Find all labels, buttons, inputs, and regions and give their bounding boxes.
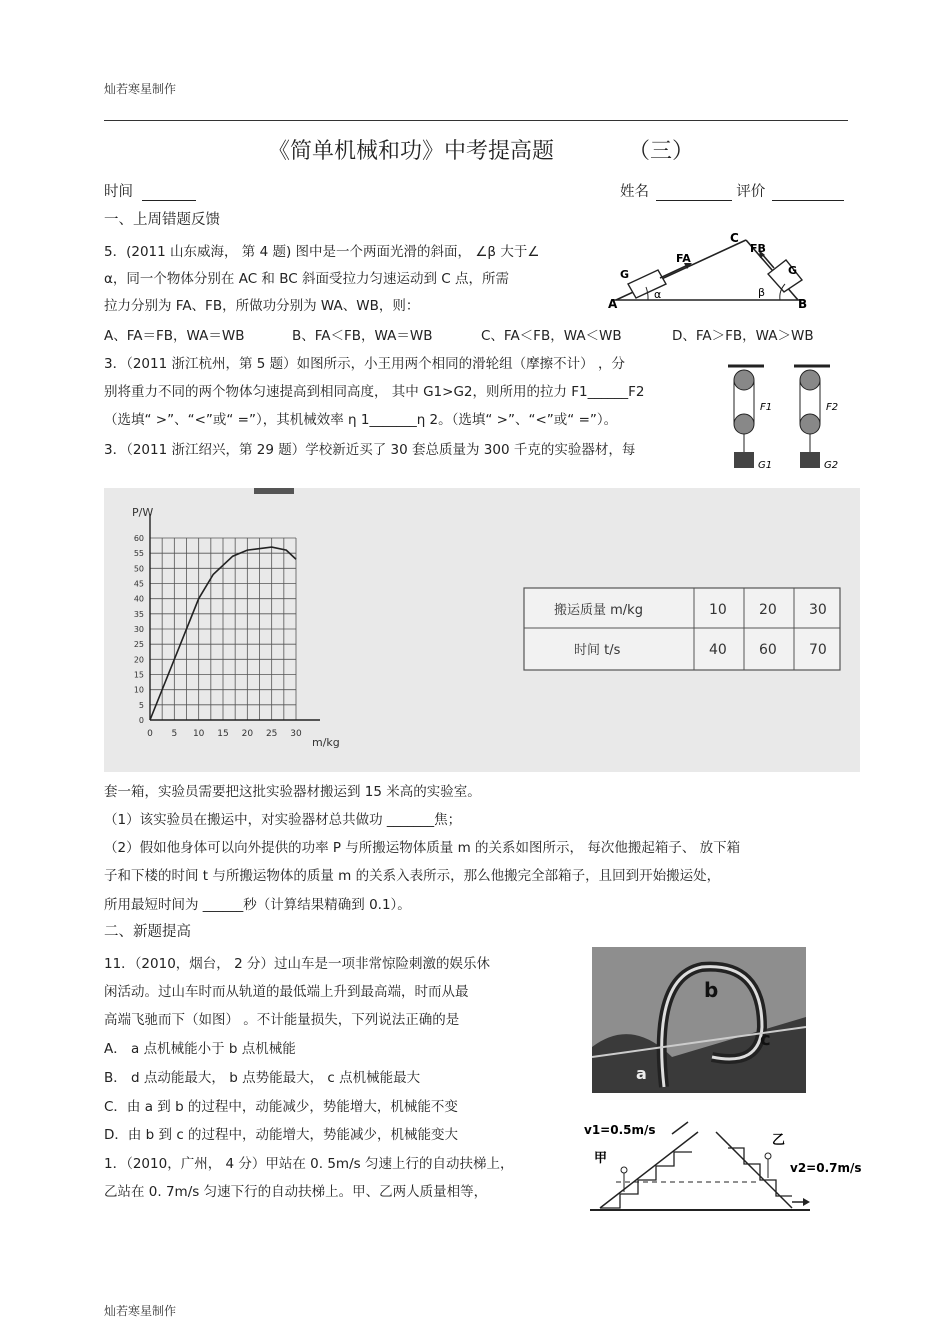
table-cell: 40 [709, 642, 727, 658]
label-v1: v1=0.5m/s [584, 1123, 656, 1137]
page-title: 《简单机械和功》中考提高题 [268, 139, 555, 164]
q3b-sub2a: （2）假如他身体可以向外提供的功率 P 与所搬运物体质量 m 的关系如图所示， 每次他搬起箱子、 放下箱 [104, 840, 741, 856]
chart-ticks [134, 534, 302, 739]
q5-line1: 5．(2011 山东威海， 第 4 题) 图中是一个两面光滑的斜面， ∠β 大于∠ [104, 244, 540, 260]
q5-option-b: B、FA＜FB，WA＝WB [292, 328, 433, 344]
table-row1-label: 搬运质量 m/kg [554, 603, 643, 618]
pulley-movable-2 [800, 414, 820, 434]
x-tick-label: 30 [290, 729, 302, 739]
time-blank[interactable] [142, 186, 196, 201]
header-rule [104, 120, 848, 121]
q11-option-b: B． d 点动能最大， b 点势能最大， c 点机械能最大 [104, 1070, 421, 1086]
q3b-line1: 3．（2011 浙江绍兴，第 29 题）学校新近买了 30 套总质量为 300 千克的实验器材，每 [104, 442, 636, 458]
header-note: 灿若寒星制作 [104, 82, 177, 96]
y-tick-label: 55 [133, 549, 144, 559]
q11-option-c: C．由 a 到 b 的过程中，动能减少，势能增大，机械能不变 [104, 1099, 458, 1115]
chart-xlabel: m/kg [312, 736, 340, 749]
x-tick-label: 25 [265, 729, 278, 739]
y-tick-label: 20 [133, 655, 144, 665]
q1-line1: 1．（2010，广州， 4 分）甲站在 0. 5m/s 匀速上行的自动扶梯上， [104, 1156, 514, 1172]
table-cell: 60 [759, 642, 777, 658]
q5-option-a: A、FA＝FB，WA＝WB [104, 328, 245, 344]
q3a-line2: 别将重力不同的两个物体匀速提高到相同高度， 其中 G1>G2，则所用的拉力 F1______F2 [104, 384, 645, 400]
weight-g1 [734, 452, 754, 468]
label-c: C [730, 232, 739, 245]
y-tick-label: 30 [133, 625, 144, 634]
score-blank[interactable] [772, 186, 844, 201]
q3b-line2: 套一箱，实验员需要把这批实验器材搬运到 15 米高的实验室。 [104, 784, 481, 800]
escalator-figure [580, 1118, 862, 1220]
y-tick-label: 25 [133, 640, 144, 650]
name-blank[interactable] [656, 186, 732, 201]
q3a-line1: 3．（2011 浙江杭州，第 5 题）如图所示，小王用两个相同的滑轮组（摩擦不计） ，分 [104, 356, 625, 372]
q5-option-c: C、FA＜FB，WA＜WB [481, 328, 622, 344]
x-tick-label: 20 [241, 729, 254, 739]
label-b: B [798, 297, 808, 311]
label-fb: FB [750, 242, 766, 255]
scan-mark [254, 488, 294, 494]
q11-line2: 闲活动。过山车时而从轨道的最低端上升到最高端，时而从最 [104, 984, 469, 1000]
roller-coaster-photo [592, 947, 806, 1093]
label-g2: G [788, 264, 798, 277]
name-label: 姓名 [620, 184, 649, 200]
y-tick-label: 50 [133, 564, 144, 574]
q11-option-a: A． a 点机械能小于 b 点机械能 [104, 1041, 296, 1057]
name-field [620, 180, 844, 201]
scanned-figure [104, 488, 860, 772]
roller-coaster-drawing [592, 947, 806, 1093]
steps-up [600, 1152, 692, 1208]
page-title-suffix: （三） [628, 139, 695, 164]
label-beta: β [758, 286, 766, 299]
q5-line2: α，同一个物体分别在 AC 和 BC 斜面受拉力匀速运动到 C 点，所需 [104, 271, 509, 287]
q5-line3: 拉力分别为 FA、FB，所做功分别为 WA、WB，则： [104, 298, 420, 314]
y-tick-label: 35 [133, 609, 144, 619]
steps-down [728, 1148, 792, 1196]
data-table [524, 588, 840, 670]
y-tick-label: 45 [133, 579, 144, 589]
table-frame [524, 588, 840, 670]
q11-option-d: D．由 b 到 c 的过程中，动能增大，势能减少，机械能变大 [104, 1127, 459, 1143]
table-row2-label: 时间 t/s [574, 643, 621, 658]
person-yi-head [765, 1153, 771, 1159]
y-tick-label: 5 [138, 700, 144, 710]
q11-line3: 高端飞驰而下（如图） 。不计能量损失，下列说法正确的是 [104, 1012, 460, 1028]
escalator-up [600, 1132, 698, 1208]
chart-ylabel: P/W [132, 506, 154, 519]
y-tick-label: 0 [138, 716, 144, 725]
footer-note: 灿若寒星制作 [104, 1304, 177, 1318]
person-jia-head [621, 1167, 627, 1173]
x-tick-label: 0 [147, 729, 153, 739]
table-cell: 30 [809, 602, 827, 618]
incline-figure [608, 232, 813, 312]
label-fa: FA [676, 252, 691, 265]
arrow-fa [660, 265, 688, 278]
pulley-fixed-2 [800, 370, 820, 390]
q3a-line3: （选填“ >”、“<”或“ =”），其机械效率 η 1_______η 2。（选填“ >”、“<”或“ =”）。 [104, 412, 618, 428]
label-g1: G1 [758, 460, 773, 471]
q1-line2: 乙站在 0. 7m/s 匀速下行的自动扶梯上。甲、乙两人质量相等， [104, 1184, 488, 1200]
q5-option-d: D、FA＞FB，WA＞WB [672, 328, 814, 344]
table-cell: 70 [809, 642, 827, 658]
time-label: 时间 [104, 184, 133, 200]
arrow-v2-head [803, 1198, 810, 1206]
weight-g2 [800, 452, 820, 468]
y-tick-label: 60 [133, 534, 144, 543]
label-alpha: α [654, 288, 662, 301]
power-mass-chart [104, 488, 860, 772]
label-g2: G2 [824, 460, 839, 471]
pulley-figure [722, 362, 850, 474]
table-cell: 10 [709, 602, 727, 618]
label-f1: F1 [760, 402, 773, 413]
x-tick-label: 15 [217, 729, 229, 739]
score-label: 评价 [736, 184, 766, 200]
table-cell: 20 [759, 602, 777, 618]
label-g1: G [620, 268, 630, 281]
section1-heading: 一、上周错题反馈 [104, 212, 220, 228]
time-field [104, 180, 196, 201]
pulley-movable-1 [734, 414, 754, 434]
label-v2: v2=0.7m/s [790, 1161, 862, 1175]
q11-line1: 11．（2010，烟台， 2 分）过山车是一项非常惊险刺激的娱乐休 [104, 956, 490, 972]
pulley-fixed-1 [734, 370, 754, 390]
label-f2: F2 [826, 402, 839, 413]
label-yi: 乙 [772, 1133, 786, 1148]
label-c: c [760, 1029, 771, 1050]
y-tick-label: 15 [133, 670, 144, 680]
label-jia: 甲 [594, 1151, 608, 1166]
y-tick-label: 10 [133, 685, 144, 695]
section2-heading: 二、新题提高 [104, 924, 191, 940]
x-tick-label: 5 [171, 729, 178, 739]
x-tick-label: 10 [192, 729, 205, 739]
q3b-sub2c: 所用最短时间为 ______秒（计算结果精确到 0.1）。 [104, 897, 411, 913]
label-a: A [608, 297, 618, 311]
label-a: a [636, 1064, 647, 1083]
y-tick-label: 40 [133, 594, 144, 604]
q3b-sub1: （1）该实验员在搬运中，对实验器材总共做功 _______焦； [104, 812, 462, 828]
arrow-v1 [672, 1122, 688, 1134]
label-b: b [704, 978, 719, 1002]
q3b-sub2b: 子和下楼的时间 t 与所搬运物体的质量 m 的关系入表所示，那么他搬完全部箱子，且回到开始搬运处， [104, 868, 721, 884]
